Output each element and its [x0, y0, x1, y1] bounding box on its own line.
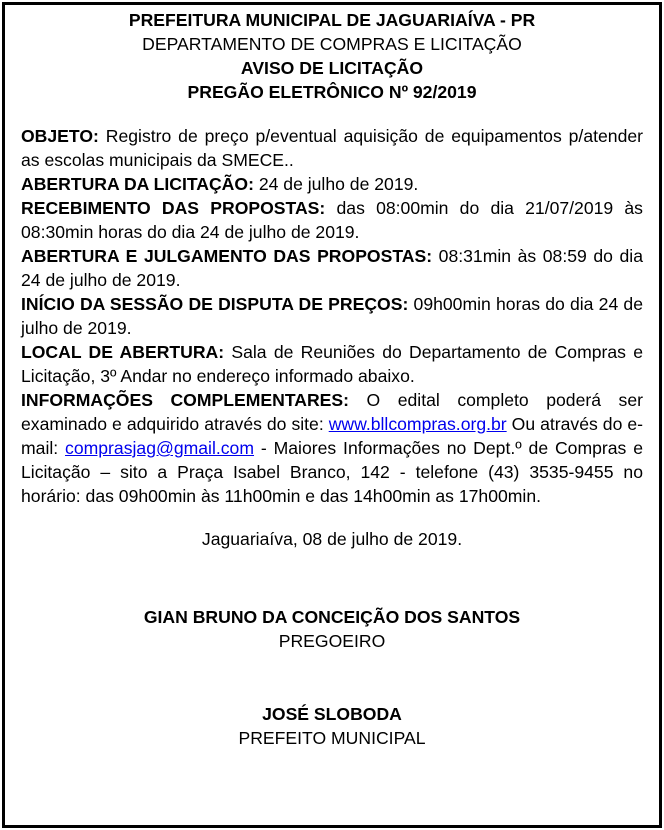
info-text-before-site: O edital completo poderá ser examinado e adquirido através do site:	[21, 390, 643, 434]
signature-prefeito-role: PREFEITO MUNICIPAL	[238, 728, 426, 748]
paragraph-abertura-julgamento-text: 08:31min às 08:59 do dia 24 de julho de 2019.	[21, 246, 643, 290]
header-title: PREFEITURA MUNICIPAL DE JAGUARIAÍVA - PR	[128, 10, 536, 30]
notice-document	[21, 8, 643, 750]
paragraph-abertura-julgamento	[21, 244, 643, 292]
paragraph-abertura-licitacao-text: 24 de julho de 2019.	[253, 174, 419, 194]
signature-pregoeiro-name: GIAN BRUNO DA CONCEIÇÃO DOS SANTOS	[143, 607, 521, 627]
paragraph-local-abertura-label: LOCAL DE ABERTURA:	[21, 342, 225, 362]
paragraph-objeto-label: OBJETO:	[21, 126, 99, 146]
paragraph-informacoes-complementares	[21, 388, 643, 508]
signature-pregoeiro	[21, 605, 643, 653]
paragraph-recebimento-propostas-label: RECEBIMENTO DAS PROPOSTAS:	[21, 198, 326, 218]
email-link[interactable]: comprasjag@gmail.com	[65, 438, 255, 458]
signature-pregoeiro-role: PREGOEIRO	[278, 631, 386, 651]
info-text-before-email: Ou através do e-mail:	[21, 414, 643, 458]
paragraph-local-abertura	[21, 340, 643, 388]
paragraph-abertura-licitacao-label: ABERTURA DA LICITAÇÃO:	[21, 174, 254, 194]
site-link[interactable]: www.bllcompras.org.br	[328, 414, 507, 434]
paragraph-recebimento-propostas-text: das 08:00min do dia 21/07/2019 às 08:30min horas do dia 24 de julho de 2019.	[21, 198, 643, 242]
info-text-after-email: - Maiores Informações no Dept.º de Compras e Licitação – sito a Praça Isabel Branco, 142 - telefone (43) 3535-9455 no horário: das 09h00min às 11h00min e das 14h00min as 17h00min.	[21, 438, 643, 506]
paragraph-local-abertura-text: Sala de Reuniões do Departamento de Compras e Licitação, 3º Andar no endereço informado abaixo.	[21, 342, 643, 386]
header-notice-type: AVISO DE LICITAÇÃO	[240, 58, 424, 78]
paragraph-inicio-sessao-text: 09h00min horas do dia 24 de julho de 2019.	[21, 294, 643, 338]
header-auction-number: PREGÃO ELETRÔNICO Nº 92/2019	[187, 82, 477, 102]
date-line: Jaguariaíva, 08 de julho de 2019.	[201, 529, 463, 549]
notice-border-frame	[2, 2, 662, 828]
paragraph-inicio-sessao	[21, 292, 643, 340]
paragraph-objeto	[21, 124, 643, 172]
paragraph-abertura-licitacao	[21, 172, 643, 196]
notice-body	[21, 124, 643, 508]
signature-prefeito	[21, 702, 643, 750]
paragraph-abertura-julgamento-label: ABERTURA E JULGAMENTO DAS PROPOSTAS:	[21, 246, 433, 266]
paragraph-informacoes-label: INFORMAÇÕES COMPLEMENTARES:	[21, 390, 350, 410]
signature-prefeito-name: JOSÉ SLOBODA	[262, 704, 402, 724]
notice-header	[21, 8, 643, 104]
paragraph-inicio-sessao-label: INÍCIO DA SESSÃO DE DISPUTA DE PREÇOS:	[21, 294, 409, 314]
paragraph-objeto-text: Registro de preço p/eventual aquisição de equipamentos p/atender as escolas municipais da SMECE..	[21, 126, 643, 170]
paragraph-recebimento-propostas	[21, 196, 643, 244]
header-department: DEPARTAMENTO DE COMPRAS E LICITAÇÃO	[142, 34, 522, 54]
